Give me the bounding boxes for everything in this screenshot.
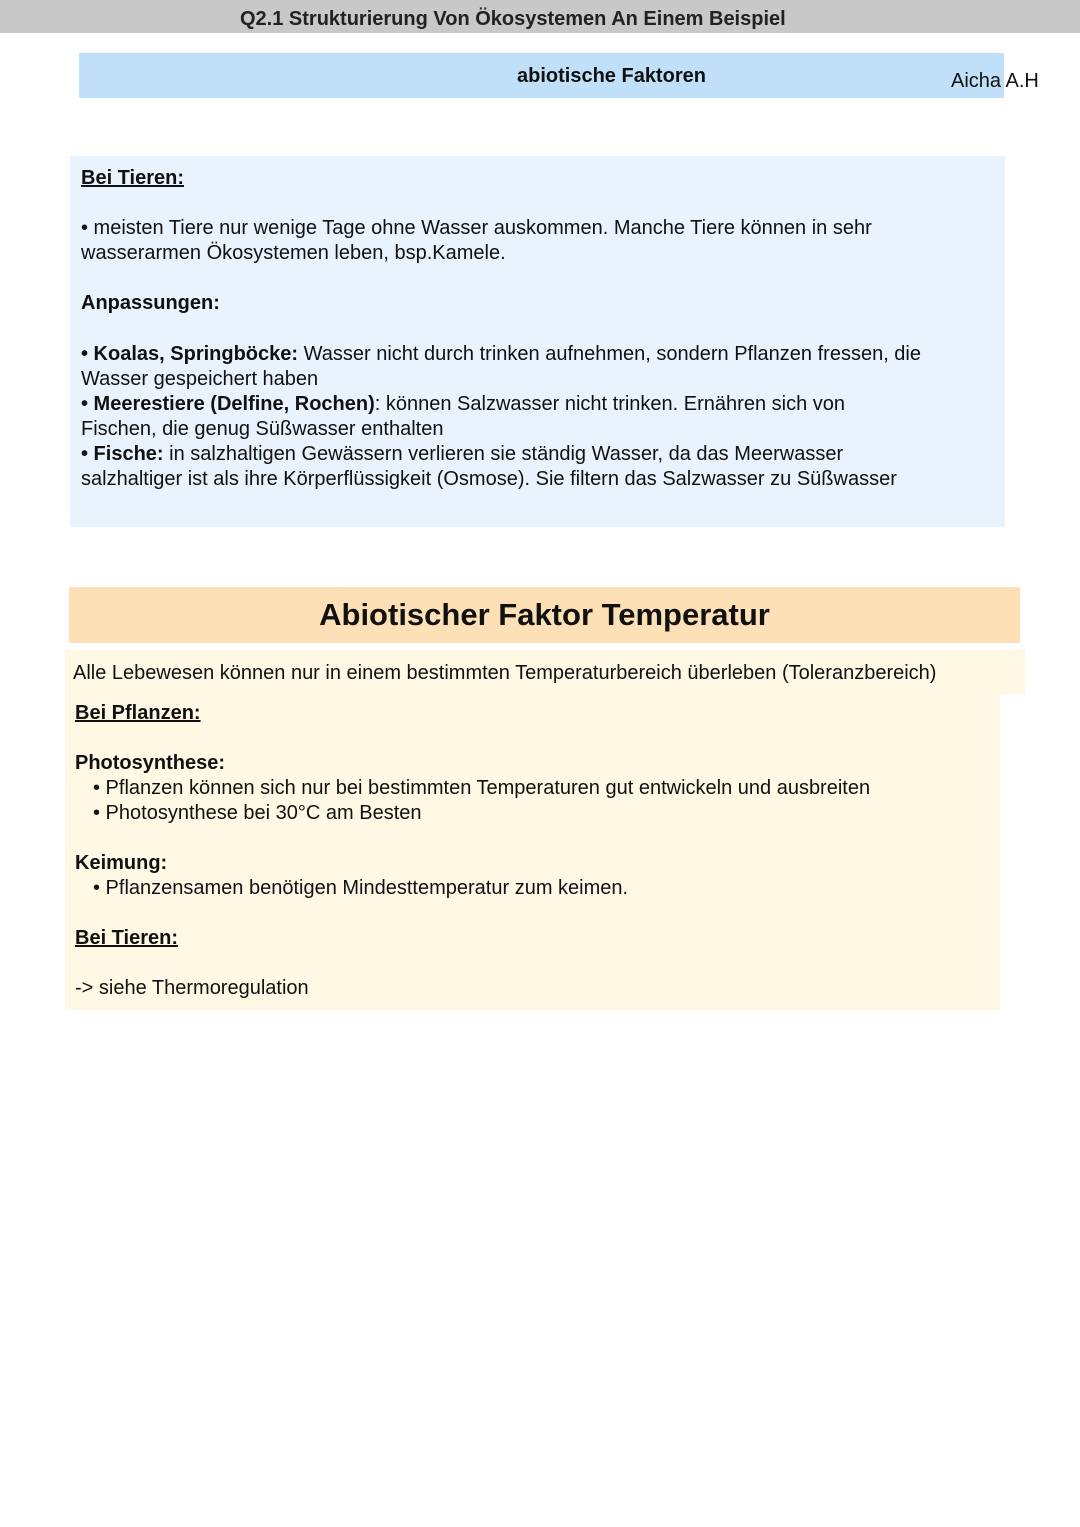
temperature-title: Abiotischer Faktor Temperatur — [319, 597, 770, 632]
photosynthesis-heading: Photosynthese: — [75, 752, 226, 774]
photosynthesis-item: • Pflanzen können sich nur bei bestimmten Temperaturen gut entwickeln und ausbreiten — [93, 777, 871, 799]
sea-animals-text: : können Salzwasser nicht trinken. Ernähren sich von — [374, 393, 845, 415]
germination-heading: Keimung: — [75, 852, 168, 874]
temperature-section — [65, 650, 1000, 1010]
fish-line — [81, 442, 843, 467]
document-title: Q2.1 Strukturierung Von Ökosystemen An Einem Beispiel — [240, 8, 786, 30]
animals-heading: Bei Tieren: — [81, 167, 184, 189]
temperature-banner — [69, 587, 1020, 643]
koalas-line — [81, 342, 921, 367]
fish-text: in salzhaltigen Gewässern verlieren sie ständig Wasser, da das Meerwasser — [163, 443, 844, 465]
plants-heading: Bei Pflanzen: — [75, 702, 201, 724]
germination-item: • Pflanzensamen benötigen Mindesttemperatur zum keimen. — [93, 877, 629, 899]
animals-temperature-heading: Bei Tieren: — [75, 927, 178, 949]
animals-point-line-1: • meisten Tiere nur wenige Tage ohne Wasser auskommen. Manche Tiere können in sehr — [81, 217, 872, 239]
author-name: Aicha A.H — [951, 70, 1039, 92]
adaptations-heading: Anpassungen: — [81, 292, 220, 314]
sea-animals-line — [81, 392, 845, 417]
sea-animals-label: • Meerestiere (Delfine, Rochen) — [81, 393, 375, 415]
topic-title: abiotische Faktoren — [517, 65, 706, 87]
animals-point-line-2: wasserarmen Ökosystemen leben, bsp.Kamele. — [81, 242, 506, 264]
temperature-intro: Alle Lebewesen können nur in einem bestimmten Temperaturbereich überleben (Toleranzbereich) — [73, 662, 937, 684]
topic-band — [79, 53, 1039, 98]
koalas-text: Wasser nicht durch trinken aufnehmen, sondern Pflanzen fressen, die — [298, 343, 921, 365]
koalas-line-2: Wasser gespeichert haben — [81, 368, 319, 390]
photosynthesis-item: • Photosynthese bei 30°C am Besten — [93, 802, 422, 824]
sea-animals-line-2: Fischen, die genug Süßwasser enthalten — [81, 418, 444, 440]
top-header-bar — [0, 0, 1080, 33]
koalas-label: • Koalas, Springböcke: — [81, 343, 299, 365]
fish-label: • Fische: — [81, 443, 164, 465]
fish-line-2: salzhaltiger ist als ihre Körperflüssigkeit (Osmose). Sie filtern das Salzwasser zu Süßwasser — [81, 468, 897, 490]
thermoregulation-reference: -> siehe Thermoregulation — [75, 977, 309, 999]
